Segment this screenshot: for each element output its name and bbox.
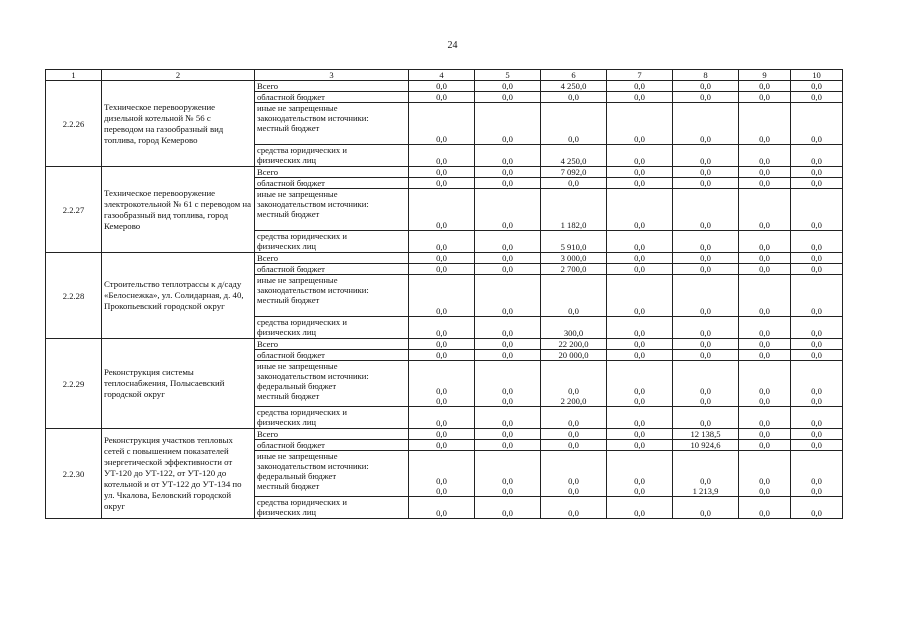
value-cell: 0,0 (607, 81, 673, 92)
value-line: 0,0 (568, 134, 579, 144)
value-cell: 0,0 (791, 178, 843, 189)
value-cell: 0,0 (541, 429, 607, 440)
header-row (46, 70, 843, 81)
source-label-total: Всего (255, 253, 409, 264)
value-cell (673, 451, 739, 497)
value-line: 0,0 (436, 220, 447, 230)
project-name: Строительство теплотрассы к д/саду «Белоснежка», ул. Солидарная, д. 40, Прокопьевский городской округ (102, 253, 255, 339)
value-cell: 0,0 (409, 339, 475, 350)
header-cell: 7 (607, 70, 673, 81)
value-cell: 0,0 (541, 440, 607, 451)
value-line: 0,0 (811, 306, 822, 316)
value-cell: 0,0 (791, 407, 843, 429)
value-line: 0,0 (700, 476, 711, 486)
value-cell (541, 275, 607, 317)
source-label-other (255, 275, 409, 317)
value-cell: 2 700,0 (541, 264, 607, 275)
value-cell: 0,0 (607, 253, 673, 264)
value-cell (409, 275, 475, 317)
value-cell: 0,0 (475, 429, 541, 440)
value-cell: 0,0 (739, 440, 791, 451)
value-cell: 0,0 (607, 407, 673, 429)
project-code: 2.2.29 (46, 339, 102, 429)
source-label-line: местный бюджет (257, 123, 320, 133)
value-cell: 0,0 (739, 339, 791, 350)
value-cell: 0,0 (607, 440, 673, 451)
value-cell (475, 275, 541, 317)
value-cell (739, 451, 791, 497)
header-cell: 5 (475, 70, 541, 81)
value-cell: 20 000,0 (541, 350, 607, 361)
value-cell: 0,0 (409, 497, 475, 519)
value-cell: 0,0 (607, 92, 673, 103)
page-number: 24 (447, 40, 458, 51)
value-cell: 0,0 (673, 253, 739, 264)
value-cell: 0,0 (409, 167, 475, 178)
value-cell: 0,0 (475, 440, 541, 451)
source-label-line: физических лиц (257, 417, 317, 427)
value-cell (673, 275, 739, 317)
source-label-line: законодательством источники: (257, 285, 369, 295)
value-cell (791, 189, 843, 231)
value-cell: 0,0 (409, 178, 475, 189)
value-line: 0,0 (700, 306, 711, 316)
value-cell: 12 138,5 (673, 429, 739, 440)
source-label-oblast: областной бюджет (255, 92, 409, 103)
value-cell: 0,0 (607, 231, 673, 253)
value-cell (541, 361, 607, 407)
value-cell: 0,0 (739, 407, 791, 429)
value-line: 0,0 (759, 306, 770, 316)
value-cell: 0,0 (475, 145, 541, 167)
source-label-line: средства юридических и (257, 407, 347, 417)
value-line: 0,0 (634, 386, 645, 396)
value-cell: 0,0 (739, 167, 791, 178)
source-label-line: законодательством источники: (257, 461, 369, 471)
value-line: 2 200,0 (560, 396, 587, 406)
source-label-line: средства юридических и (257, 145, 347, 155)
project-row-total (46, 339, 843, 350)
value-cell: 7 092,0 (541, 167, 607, 178)
value-cell: 0,0 (607, 178, 673, 189)
project-row-total (46, 253, 843, 264)
source-label-other (255, 361, 409, 407)
value-line: 0,0 (436, 476, 447, 486)
value-cell: 0,0 (409, 317, 475, 339)
value-cell: 0,0 (739, 317, 791, 339)
value-cell (791, 103, 843, 145)
value-cell: 0,0 (409, 145, 475, 167)
value-cell (607, 189, 673, 231)
value-cell: 0,0 (791, 92, 843, 103)
value-line: 0,0 (811, 134, 822, 144)
value-cell: 0,0 (475, 497, 541, 519)
value-cell: 0,0 (607, 264, 673, 275)
project-row-total (46, 429, 843, 440)
value-line: 0,0 (502, 476, 513, 486)
value-line: 0,0 (568, 476, 579, 486)
value-cell: 5 910,0 (541, 231, 607, 253)
value-cell (739, 361, 791, 407)
value-cell: 0,0 (541, 497, 607, 519)
value-line: 0,0 (634, 306, 645, 316)
value-cell: 0,0 (541, 407, 607, 429)
value-line: 0,0 (759, 486, 770, 496)
value-cell: 0,0 (673, 178, 739, 189)
value-cell: 0,0 (409, 407, 475, 429)
value-cell: 0,0 (791, 440, 843, 451)
header-cell: 9 (739, 70, 791, 81)
header-cell: 4 (409, 70, 475, 81)
value-line: 0,0 (502, 306, 513, 316)
value-cell: 0,0 (673, 145, 739, 167)
value-cell: 4 250,0 (541, 145, 607, 167)
value-cell: 0,0 (739, 253, 791, 264)
project-name: Реконструкция системы теплоснабжения, Полысаевский городской округ (102, 339, 255, 429)
value-cell: 0,0 (791, 81, 843, 92)
value-cell: 0,0 (791, 264, 843, 275)
value-cell (791, 451, 843, 497)
value-cell: 0,0 (739, 92, 791, 103)
value-cell: 0,0 (475, 92, 541, 103)
value-cell (673, 189, 739, 231)
source-label-oblast: областной бюджет (255, 264, 409, 275)
source-label-line: средства юридических и (257, 317, 347, 327)
source-label-other (255, 189, 409, 231)
value-cell: 0,0 (409, 253, 475, 264)
source-label-oblast: областной бюджет (255, 440, 409, 451)
value-line: 0,0 (811, 396, 822, 406)
project-name: Реконструкция участков тепловых сетей с повышением показателей энергетической эффективности от УТ-120 до УТ-122, от УТ-120 до котельной и от УТ-122 до УТ-134 по ул. Чкалова, Беловский городской округ (102, 429, 255, 519)
value-line: 0,0 (811, 220, 822, 230)
value-cell: 0,0 (791, 497, 843, 519)
source-label-oblast: областной бюджет (255, 350, 409, 361)
value-cell: 0,0 (673, 497, 739, 519)
value-cell (739, 189, 791, 231)
value-cell (409, 189, 475, 231)
project-code: 2.2.27 (46, 167, 102, 253)
project-code: 2.2.30 (46, 429, 102, 519)
value-cell: 0,0 (409, 429, 475, 440)
source-label-line: федеральный бюджет (257, 471, 337, 481)
source-label-line: иные не запрещенные (257, 361, 338, 371)
value-cell: 0,0 (739, 178, 791, 189)
value-cell: 0,0 (607, 317, 673, 339)
value-cell: 0,0 (475, 339, 541, 350)
value-line: 0,0 (700, 386, 711, 396)
value-cell: 0,0 (791, 350, 843, 361)
value-cell: 0,0 (739, 429, 791, 440)
value-cell: 0,0 (739, 497, 791, 519)
project-code: 2.2.28 (46, 253, 102, 339)
value-cell (739, 103, 791, 145)
value-line: 0,0 (811, 476, 822, 486)
value-cell (607, 451, 673, 497)
source-label-oblast: областной бюджет (255, 178, 409, 189)
value-cell: 0,0 (541, 92, 607, 103)
value-cell: 0,0 (673, 339, 739, 350)
header-cell: 3 (255, 70, 409, 81)
source-label-line: физических лиц (257, 155, 317, 165)
source-label-legal (255, 145, 409, 167)
value-cell: 0,0 (607, 167, 673, 178)
value-cell (791, 275, 843, 317)
value-cell: 0,0 (409, 92, 475, 103)
value-cell: 0,0 (673, 231, 739, 253)
value-cell (409, 103, 475, 145)
value-cell: 0,0 (791, 253, 843, 264)
value-cell: 0,0 (739, 231, 791, 253)
source-label-line: физических лиц (257, 507, 317, 517)
source-label-line: физических лиц (257, 241, 317, 251)
value-cell: 0,0 (673, 350, 739, 361)
source-label-total: Всего (255, 339, 409, 350)
value-line: 0,0 (700, 396, 711, 406)
source-label-line: иные не запрещенные (257, 451, 338, 461)
value-cell: 0,0 (791, 429, 843, 440)
value-cell (541, 189, 607, 231)
value-line: 0,0 (568, 486, 579, 496)
value-cell: 0,0 (607, 497, 673, 519)
source-label-other (255, 451, 409, 497)
value-cell: 0,0 (475, 231, 541, 253)
source-label-line: законодательством источники: (257, 371, 369, 381)
value-cell (607, 275, 673, 317)
value-cell (409, 451, 475, 497)
value-line: 0,0 (436, 386, 447, 396)
value-line: 0,0 (759, 134, 770, 144)
value-cell: 0,0 (791, 339, 843, 350)
value-cell: 0,0 (541, 178, 607, 189)
value-cell (791, 361, 843, 407)
source-label-total: Всего (255, 167, 409, 178)
project-name: Техническое перевооружение электрокотельной № 61 с переводом на газообразный вид топлива, город Кемерово (102, 167, 255, 253)
value-line: 0,0 (811, 386, 822, 396)
value-cell: 0,0 (475, 407, 541, 429)
value-cell (739, 275, 791, 317)
value-cell: 22 200,0 (541, 339, 607, 350)
value-line: 0,0 (634, 486, 645, 496)
value-cell (475, 361, 541, 407)
source-label-legal (255, 407, 409, 429)
value-cell (475, 451, 541, 497)
value-cell: 0,0 (673, 317, 739, 339)
source-label-line: иные не запрещенные (257, 189, 338, 199)
value-cell: 0,0 (607, 429, 673, 440)
source-label-line: средства юридических и (257, 497, 347, 507)
source-label-line: местный бюджет (257, 295, 320, 305)
value-cell (475, 189, 541, 231)
value-cell: 0,0 (409, 81, 475, 92)
value-cell: 0,0 (475, 350, 541, 361)
value-line: 0,0 (759, 220, 770, 230)
value-cell (541, 451, 607, 497)
source-label-legal (255, 497, 409, 519)
source-label-line: местный бюджет (257, 391, 320, 401)
value-line: 0,0 (759, 476, 770, 486)
value-cell: 10 924,6 (673, 440, 739, 451)
value-cell: 0,0 (791, 145, 843, 167)
value-line: 0,0 (502, 486, 513, 496)
value-line: 0,0 (436, 396, 447, 406)
value-cell: 0,0 (607, 350, 673, 361)
source-label-total: Всего (255, 429, 409, 440)
source-label-line: иные не запрещенные (257, 103, 338, 113)
value-line: 0,0 (436, 306, 447, 316)
value-line: 0,0 (568, 306, 579, 316)
value-cell: 0,0 (607, 339, 673, 350)
project-row-total (46, 167, 843, 178)
source-label-line: местный бюджет (257, 209, 320, 219)
value-cell: 0,0 (739, 145, 791, 167)
value-cell: 0,0 (673, 81, 739, 92)
value-line: 0,0 (502, 220, 513, 230)
value-cell: 300,0 (541, 317, 607, 339)
value-cell: 3 000,0 (541, 253, 607, 264)
source-label-line: физических лиц (257, 327, 317, 337)
value-cell: 0,0 (475, 81, 541, 92)
header-cell: 10 (791, 70, 843, 81)
value-cell: 0,0 (409, 350, 475, 361)
source-label-line: местный бюджет (257, 481, 320, 491)
value-line: 0,0 (634, 134, 645, 144)
value-cell: 0,0 (791, 167, 843, 178)
source-label-line: средства юридических и (257, 231, 347, 241)
value-line: 0,0 (436, 486, 447, 496)
project-code: 2.2.26 (46, 81, 102, 167)
value-cell: 0,0 (673, 167, 739, 178)
value-line: 0,0 (634, 220, 645, 230)
value-cell (607, 103, 673, 145)
value-cell: 0,0 (409, 440, 475, 451)
header-cell: 8 (673, 70, 739, 81)
source-label-line: законодательством источники: (257, 199, 369, 209)
value-line: 0,0 (811, 486, 822, 496)
source-label-other (255, 103, 409, 145)
value-cell: 0,0 (409, 231, 475, 253)
source-label-legal (255, 231, 409, 253)
value-line: 0,0 (700, 134, 711, 144)
value-cell: 0,0 (673, 407, 739, 429)
value-line: 0,0 (759, 396, 770, 406)
value-line: 0,0 (502, 396, 513, 406)
header-cell: 1 (46, 70, 102, 81)
value-cell: 0,0 (791, 231, 843, 253)
value-cell: 0,0 (475, 264, 541, 275)
value-cell: 0,0 (475, 253, 541, 264)
value-cell: 0,0 (475, 167, 541, 178)
value-cell: 0,0 (739, 350, 791, 361)
project-row-total (46, 81, 843, 92)
value-line: 0,0 (568, 386, 579, 396)
source-label-line: федеральный бюджет (257, 381, 337, 391)
value-line: 0,0 (759, 386, 770, 396)
value-cell: 0,0 (475, 317, 541, 339)
value-line: 1 213,9 (692, 486, 719, 496)
value-cell: 0,0 (475, 178, 541, 189)
value-cell: 0,0 (607, 145, 673, 167)
value-cell (541, 103, 607, 145)
source-label-total: Всего (255, 81, 409, 92)
value-cell: 0,0 (673, 264, 739, 275)
header-cell: 6 (541, 70, 607, 81)
project-name: Техническое перевооружение дизельной котельной № 56 с переводом на газообразный вид топлива, город Кемерово (102, 81, 255, 167)
value-cell: 4 250,0 (541, 81, 607, 92)
source-label-legal (255, 317, 409, 339)
value-cell: 0,0 (791, 317, 843, 339)
value-line: 1 182,0 (560, 220, 587, 230)
value-line: 0,0 (634, 396, 645, 406)
header-cell: 2 (102, 70, 255, 81)
value-cell (475, 103, 541, 145)
value-cell: 0,0 (673, 92, 739, 103)
source-label-line: иные не запрещенные (257, 275, 338, 285)
value-line: 0,0 (436, 134, 447, 144)
value-cell (673, 103, 739, 145)
value-cell: 0,0 (739, 81, 791, 92)
source-label-line: законодательством источники: (257, 113, 369, 123)
value-cell: 0,0 (739, 264, 791, 275)
value-line: 0,0 (634, 476, 645, 486)
value-line: 0,0 (502, 134, 513, 144)
value-line: 0,0 (700, 220, 711, 230)
value-cell (607, 361, 673, 407)
funding-table (45, 69, 843, 519)
value-cell (673, 361, 739, 407)
value-cell (409, 361, 475, 407)
value-line: 0,0 (502, 386, 513, 396)
value-cell: 0,0 (409, 264, 475, 275)
